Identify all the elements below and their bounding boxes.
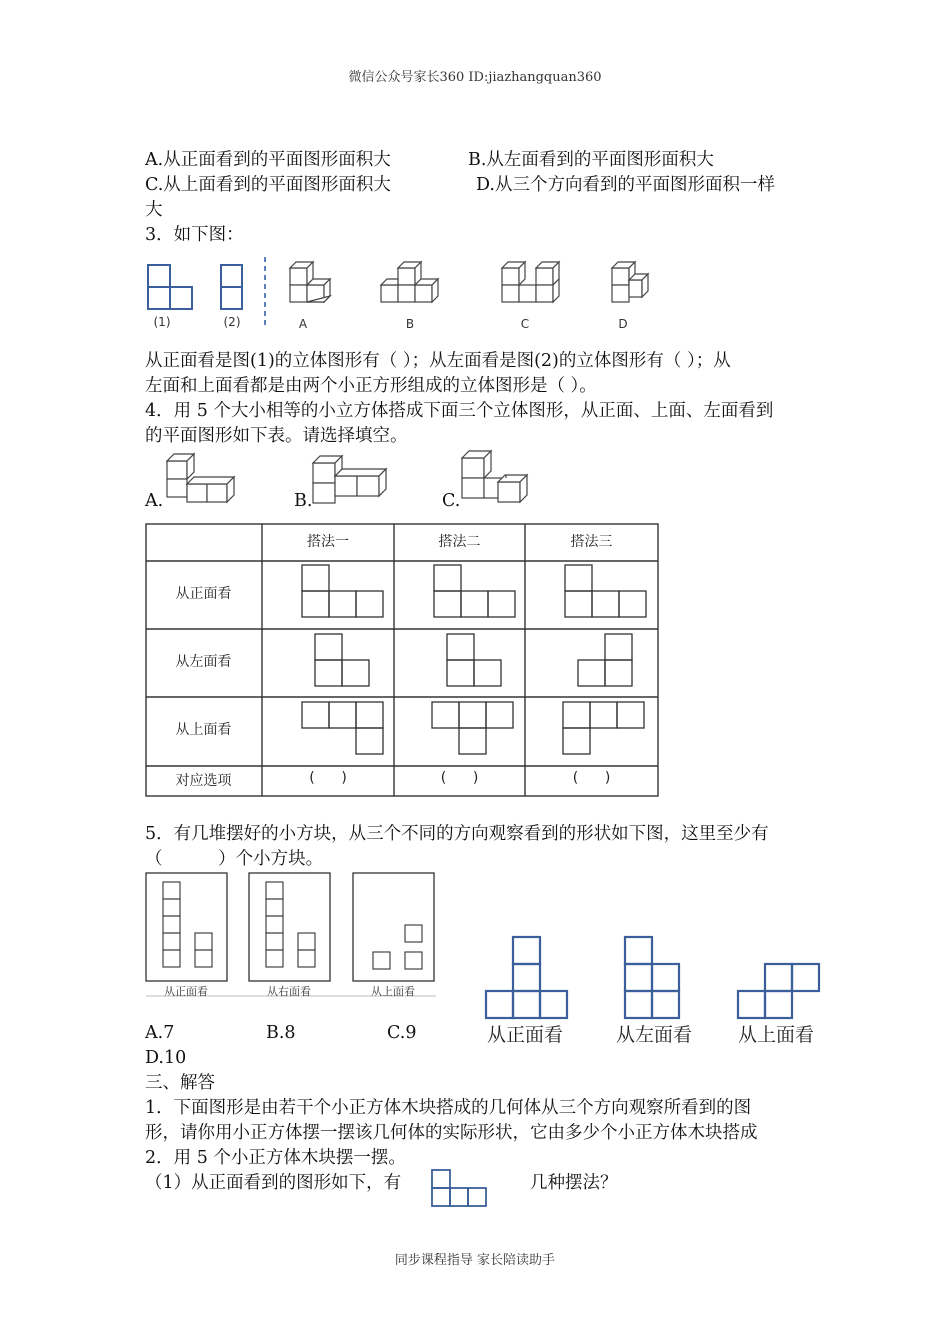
- q4-solid-C: [462, 451, 527, 502]
- s3-q2-front-figure: [430, 1168, 490, 1208]
- top-views: [302, 702, 644, 754]
- q5-line-1: 5．有几堆摆好的小方块，从三个不同的方向观察看到的形状如下图，这里至少有: [145, 824, 769, 844]
- q5-small-views: [145, 872, 445, 1000]
- q3-fig-D: [612, 262, 648, 302]
- front-views: [302, 565, 646, 617]
- q4-option-B: B.: [294, 491, 313, 511]
- row-front: 从正面看: [175, 586, 232, 602]
- q4-line-2: 的平面图形如下表。请选择填空。: [145, 426, 408, 446]
- big-label-top: 从上面看: [738, 1024, 815, 1046]
- q3-label-2: (2): [223, 315, 241, 329]
- q3-label-A: A: [298, 317, 308, 331]
- s3-q2: 2．用 5 个小正方体木块摆一摆。: [145, 1148, 406, 1168]
- left-views: [315, 634, 632, 686]
- small-right-view: [266, 882, 315, 967]
- page-header: 微信公众号家长360 ID:jiazhangquan360: [348, 70, 602, 85]
- q3-line-1: 从正面看是图(1)的立体图形有（ ）；从左面看是图(2)的立体图形有（ ）；从: [145, 351, 731, 371]
- page-footer: 同步课程指导 家长陪读助手: [394, 1253, 556, 1268]
- table-header-3: 搭法三: [570, 534, 613, 550]
- q3-fig-A: [290, 262, 330, 302]
- q2-option-d: D.从三个方向看到的平面图形面积一样: [476, 175, 775, 195]
- q4-solid-A: [167, 454, 234, 502]
- q2-option-b: B.从左面看到的平面图形面积大: [468, 150, 714, 170]
- q5-option-A: A.7: [145, 1023, 175, 1043]
- q3-line-2: 左面和上面看都是由两个小正方形组成的立体图形是（ ）。: [145, 376, 597, 396]
- q3-label-D: D: [618, 317, 628, 331]
- q5-option-C: C.9: [387, 1023, 417, 1043]
- q4-option-A: A.: [145, 491, 164, 511]
- small-label-front: 从正面看: [164, 985, 208, 998]
- q5-line-2: （ ）个小方块。: [145, 849, 324, 869]
- q4-option-C: C.: [442, 491, 461, 511]
- big-left-view: [625, 937, 679, 1018]
- blank-1[interactable]: ( ): [309, 770, 347, 786]
- q4-solid-B: [313, 456, 386, 503]
- small-label-right: 从右面看: [267, 985, 311, 998]
- q4-line-1: 4．用 5 个大小相等的小立方体搭成下面三个立体图形，从正面、上面、左面看到: [145, 401, 774, 421]
- row-left: 从左面看: [175, 654, 232, 670]
- table-header-1: 搭法一: [307, 534, 349, 550]
- blank-2[interactable]: ( ): [440, 770, 479, 786]
- big-top-view: [738, 964, 819, 1018]
- q5-option-D: D.10: [145, 1048, 187, 1068]
- q2-option-a: A.从正面看到的平面图形面积大: [145, 150, 391, 170]
- big-label-left: 从左面看: [616, 1024, 693, 1046]
- q3-label-B: B: [405, 317, 415, 331]
- s3-q2-sub-b: 几种摆法？: [530, 1173, 618, 1193]
- table-header-2: 搭法二: [438, 534, 481, 550]
- q2-option-c: C.从上面看到的平面图形面积大: [145, 175, 391, 195]
- section3-title: 三、解答: [145, 1073, 215, 1093]
- big-front-view: [486, 937, 567, 1018]
- row-top: 从上面看: [175, 722, 232, 738]
- s3-q2-sub-a: （1）从正面看到的图形如下，有: [145, 1173, 402, 1193]
- q3-fig-2: [221, 265, 242, 309]
- q5-option-B: B.8: [266, 1023, 296, 1043]
- q3-fig-B: [381, 262, 438, 302]
- q3-fig-1: [148, 265, 192, 309]
- q3-label-1: (1): [153, 315, 171, 329]
- big-label-front: 从正面看: [487, 1024, 564, 1046]
- q3-title: 3．如下图：: [145, 225, 244, 245]
- small-front-view: [163, 882, 212, 967]
- q4-table: [145, 523, 659, 797]
- q5-big-views: [480, 932, 840, 1022]
- small-label-top: 从上面看: [371, 985, 415, 998]
- q3-label-C: C: [520, 317, 530, 331]
- q3-figures: [140, 252, 660, 332]
- small-top-view: [373, 925, 422, 969]
- s3-q1-line-1: 1．下面图形是由若干个小正方体木块搭成的几何体从三个方向观察所看到的图: [145, 1098, 752, 1118]
- blank-3[interactable]: ( ): [572, 770, 611, 786]
- s3-q1-line-2: 形，请你用小正方体摆一摆该几何体的实际形状，它由多少个小正方体木块搭成: [145, 1123, 758, 1143]
- row-option: 对应选项: [175, 773, 232, 789]
- q4-solids: [160, 446, 580, 506]
- q3-fig-C: [502, 262, 559, 302]
- q2-option-d-cont: 大: [145, 200, 163, 220]
